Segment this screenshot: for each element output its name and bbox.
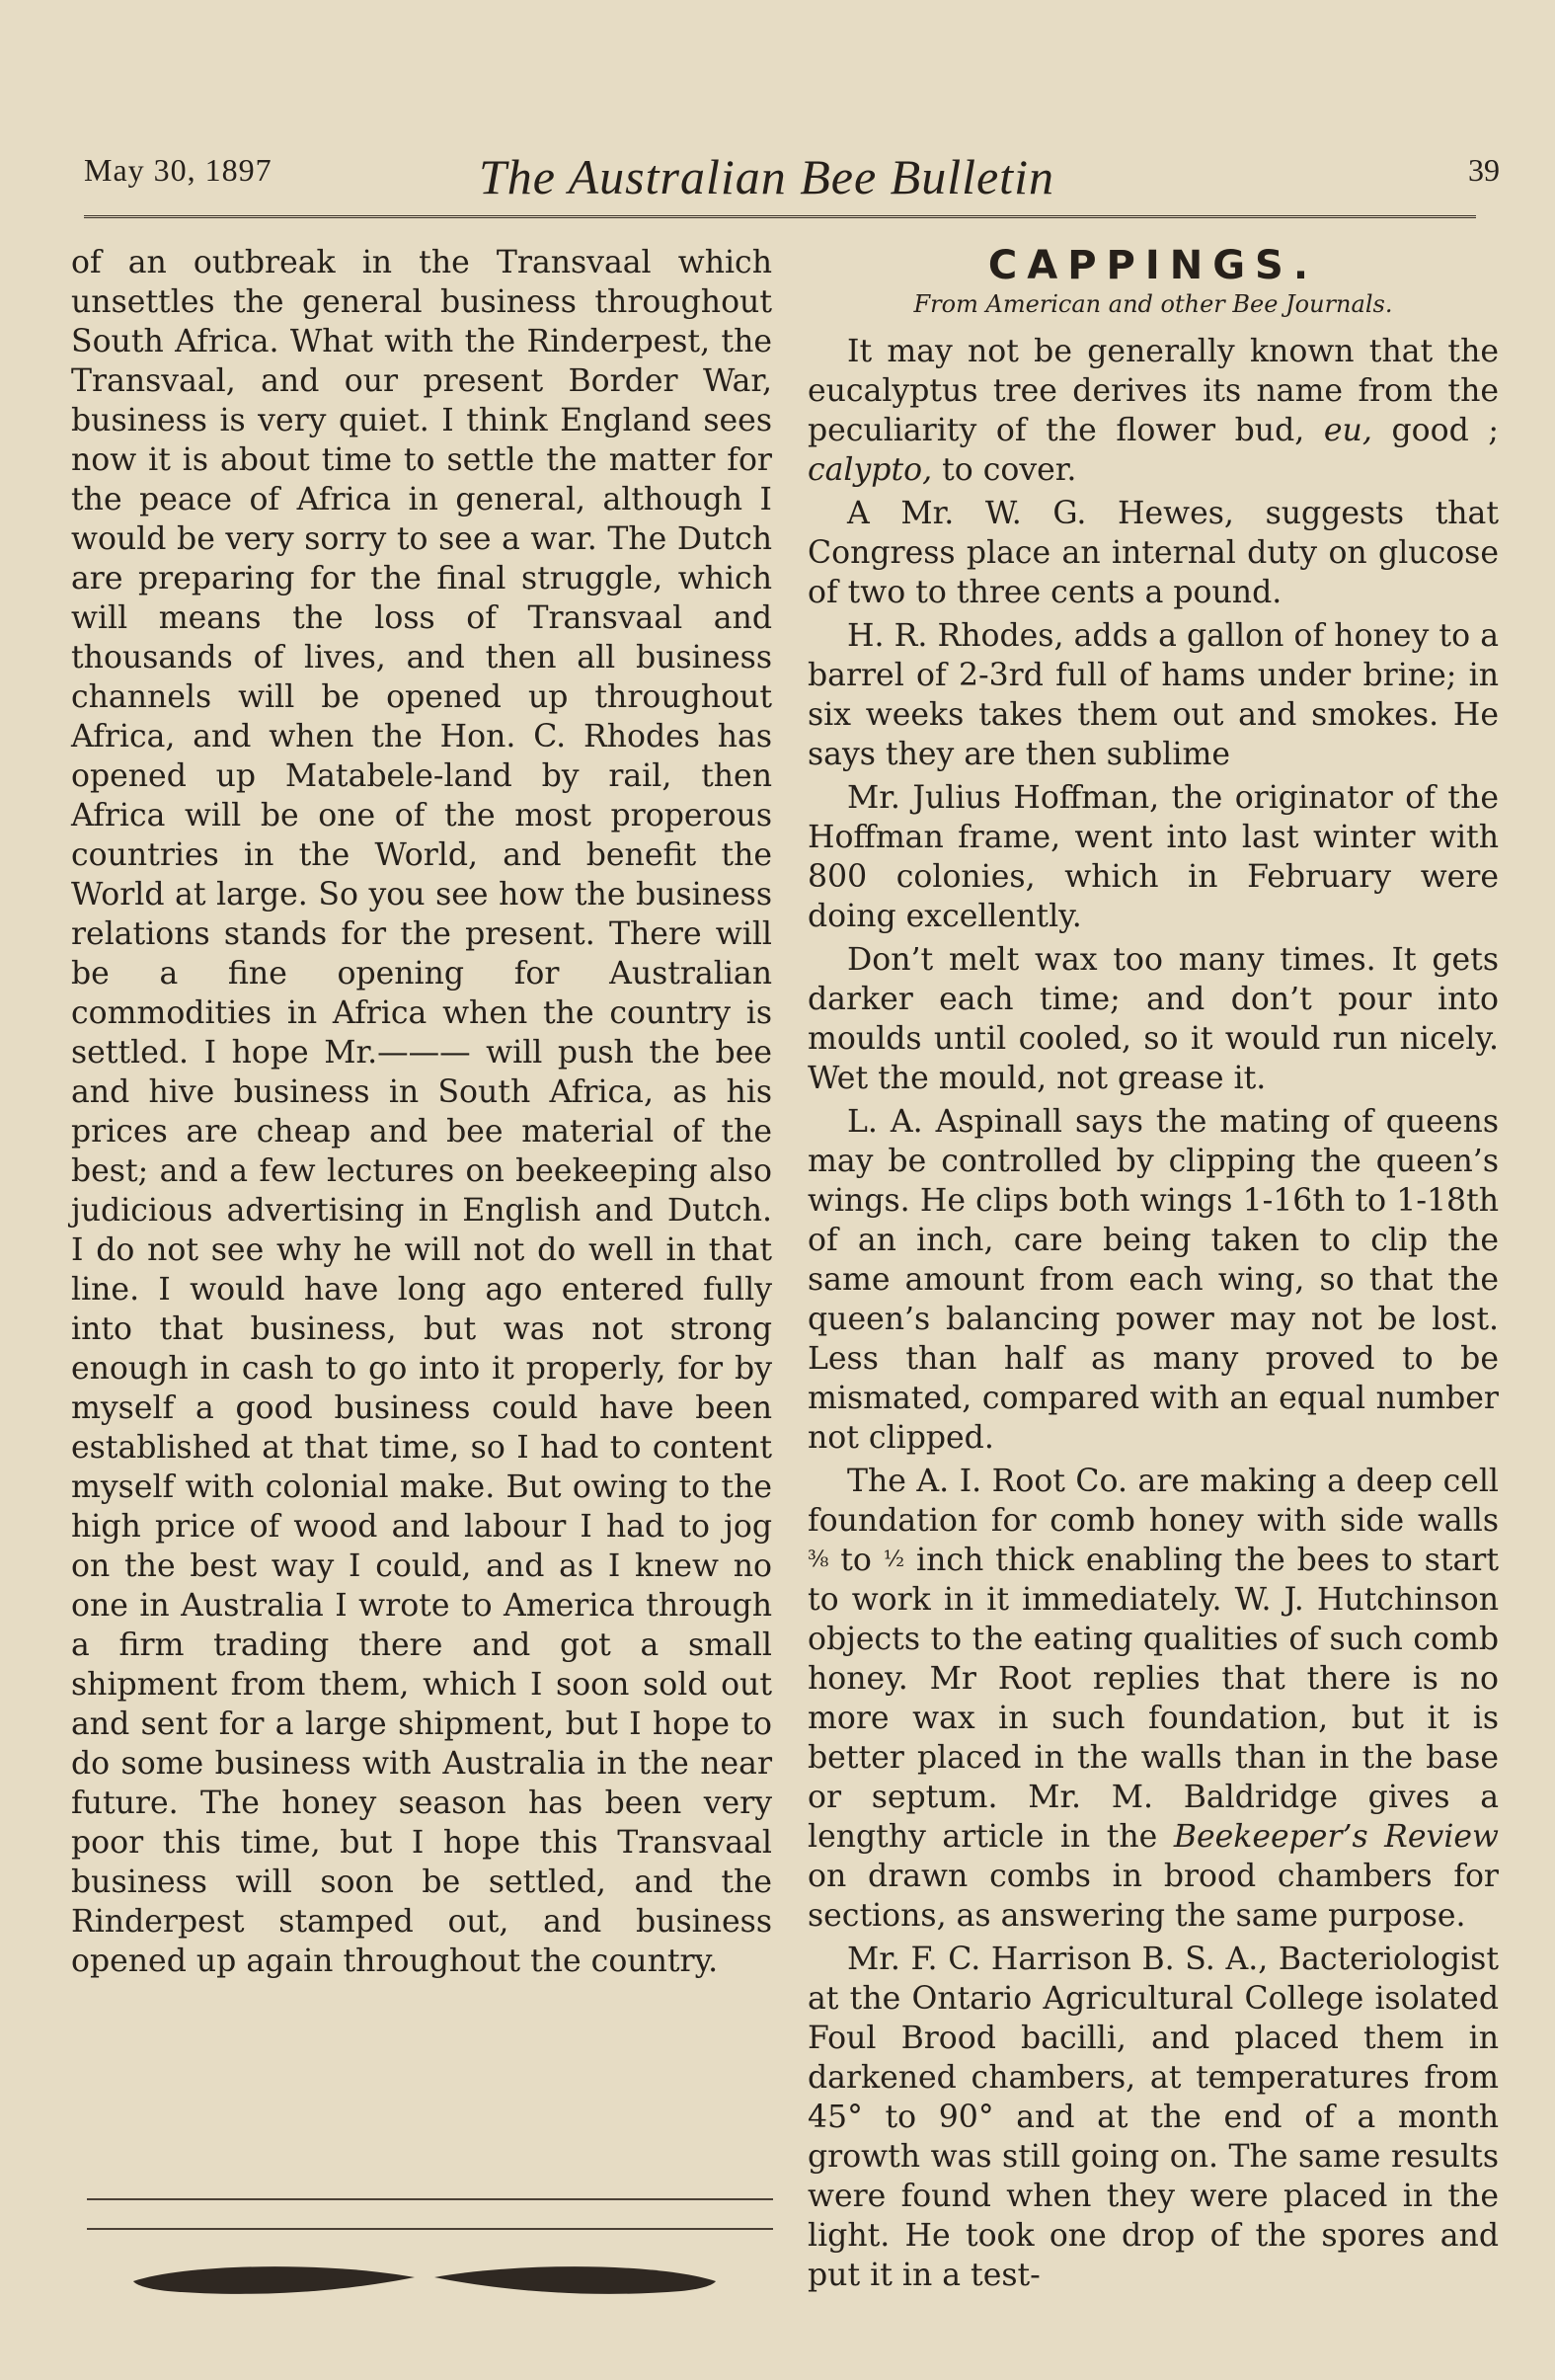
fraction: ⅜ xyxy=(808,1547,829,1572)
journal-title: The Australian Bee Bulletin xyxy=(479,149,1054,204)
text-run: to cover. xyxy=(942,452,1077,488)
text-run: good ; xyxy=(1391,413,1500,448)
paragraph-root-co xyxy=(808,1462,1499,1936)
ornament-divider xyxy=(128,2252,721,2311)
paragraph-eucalyptus xyxy=(808,332,1499,490)
page-number: 39 xyxy=(1468,152,1500,188)
text-run: on drawn combs in brood chambers for sections, as answering the same purpose. xyxy=(808,1859,1499,1934)
paragraph-melt-wax: Don’t melt wax too many times. It gets darker each time; and don’t pour into moulds until cooled, so it would run nicely. Wet the mould, not grease it. xyxy=(808,942,1499,1096)
paragraph-hoffman: Mr. Julius Hoffman, the originator of the Hoffman frame, went into last winter with 800 colonies, which in February were doing excellently. xyxy=(808,780,1499,934)
text-run: to xyxy=(840,1543,872,1578)
left-column xyxy=(71,243,772,1981)
italic-term: eu, xyxy=(1323,413,1372,448)
column-end-rule-1 xyxy=(87,2198,773,2200)
text-run: inch thick enabling the bees to start to work in it immediately. W. J. Hutchinson objects to the eating qualities of such comb honey. Mr Root replies that there is no more wax in such foundation, but it is better placed in the walls than in the base or septum. Mr. M. Baldridge gives a lengthy article in the xyxy=(808,1543,1500,1855)
column-end-rule-2 xyxy=(87,2228,773,2230)
running-header xyxy=(84,148,1506,207)
section-heading: CAPPINGS. xyxy=(987,243,1319,288)
paragraph-aspinall: L. A. Aspinall says the mating of queens may be controlled by clipping the queen’s wings. He clips both wings 1-16th to 1-18th of an inch, care being taken to clip the same amount from each wing, so that the queen’s balancing power may not be lost. Less than half as many proved to be mismated, compared with an equal number not clipped. xyxy=(808,1104,1499,1456)
fraction: ½ xyxy=(883,1547,905,1572)
left-column-text: of an outbreak in the Transvaal which unsettles the general business throughout South Africa. What with the Rinderpest, the Transvaal, and our present Border War, business is very quiet. I think England sees now it is about time to settle the matter for the peace of Africa in general, although I would be very sorry to see a war. The Dutch are preparing for the final struggle, which will means the loss of Transvaal and thousands of lives, and then all business channels will be opened up throughout Africa, and when the Hon. C. Rhodes has opened up Matabele-land by rail, then Africa will be one of the most properous countries in the World, and benefit the World at large. So you see how the business relations stands for the present. There will be a fine opening for Australian commodities in Africa when the country is settled. I hope Mr.——— will push the bee and hive business in South Africa, as his prices are cheap and bee material of the best; and a few lectures on beekeeping also judicious advertising in English and Dutch. I do not see why he will not do well in that line. I would have long ago entered fully into that business, but was not strong enough in cash to go into it properly, for by myself a good business could have been established at that time, so I had to content myself with colonial make. But owing to the high price of wood and labour I had to jog on the best way I could, and as I knew no one in Australia I wrote to America through a firm trading there and got a small shipment from them, which I soon sold out and sent for a large shipment, but I hope to do some business with Australia in the near future. The honey season has been very poor this time, but I hope this Transvaal business will soon be settled, and the Rinderpest stamped out, and business opened up again throughout the country. xyxy=(71,245,772,1979)
italic-journal-name: Beekeeper’s Review xyxy=(1173,1819,1500,1855)
paragraph-rhodes: H. R. Rhodes, adds a gallon of honey to a barrel of 2-3rd full of hams under brine; in six weeks takes them out and smokes. He says they are then sublime xyxy=(808,618,1499,772)
italic-term: calypto, xyxy=(808,452,933,488)
text-run: The A. I. Root Co. are making a deep cell foundation for comb honey with side walls xyxy=(808,1464,1499,1539)
paragraph-hewes: A Mr. W. G. Hewes, suggests that Congress place an internal duty on glucose of two to three cents a pound. xyxy=(808,496,1499,610)
right-column xyxy=(808,243,1499,2299)
text-run: It may not be generally known that the eucalyptus tree derives its name from the peculiarity of the flower bud, xyxy=(808,334,1499,448)
issue-date: May 30, 1897 xyxy=(84,152,272,188)
header-rule xyxy=(84,215,1476,218)
section-subheading: From American and other Bee Journals. xyxy=(913,290,1393,318)
paragraph-harrison: Mr. F. C. Harrison B. S. A., Bacteriologist at the Ontario Agricultural College isolated Foul Brood bacilli, and placed them in darkened chambers, at temperatures from 45° to 90° and at the end of a month growth was still going on. The same results were found when they were placed in the light. He took one drop of the spores and put it in a test- xyxy=(808,1942,1499,2293)
